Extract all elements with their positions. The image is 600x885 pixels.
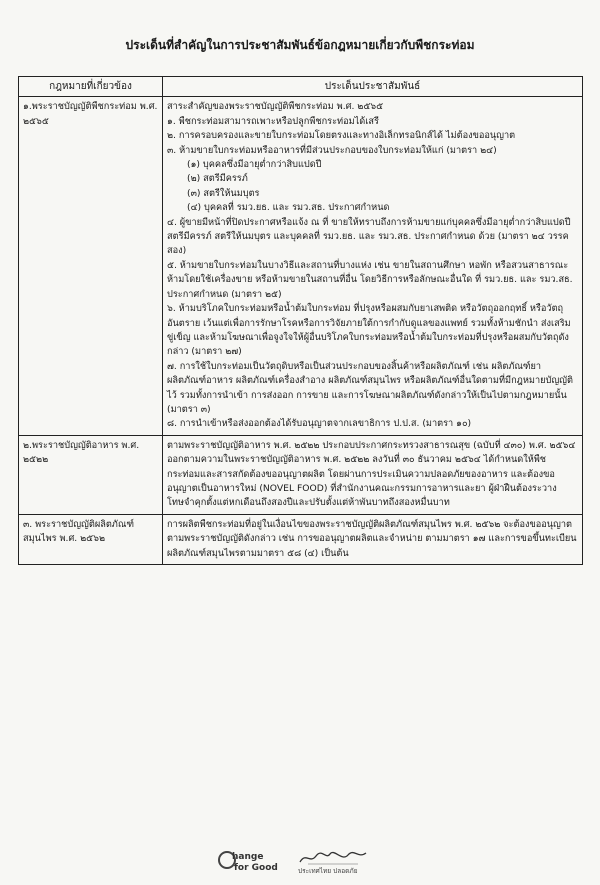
column-header-topics: ประเด็นประชาสัมพันธ์ — [163, 77, 583, 97]
law-cell — [19, 514, 163, 564]
table-row — [19, 435, 583, 514]
topic-paragraph: (๒) สตรีมีครรภ์ — [187, 173, 248, 185]
topic-paragraph: ๒. การครอบครองและขายใบกระท่อมโดยตรงและทางอิเล็กทรอนิกส์ได้ ไม่ต้องขออนุญาต — [167, 130, 516, 142]
change-for-good-logo — [218, 848, 288, 876]
topic-paragraph: ๗. การใช้ใบกระท่อมเป็นวัตถุดิบหรือเป็นส่วนประกอบของสิ้นค้าหรือผลิตภัณฑ์ เช่น ผลิตภัณฑ์ยา ผลิตภัณฑ์อาหาร ผลิตภัณฑ์เครื่องสำอาง ผลิตภัณฑ์สมุนไพร หรือผลิตภัณฑ์อื่นใดตามที่มีกฎหมายบัญญัติไว้ รวมทั้งการนำเข้า การส่งออก การขาย และการโฆษณาผลิตภัณฑ์ดังกล่าวให้เป็นไปตามกฎหมายนั้น (มาตรา ๓) — [167, 360, 573, 415]
emblem-logo — [298, 850, 380, 876]
topic-paragraph: ตามพระราชบัญญัติอาหาร พ.ศ. ๒๕๒๒ ประกอบประกาศกระทรวงสาธารณสุข (ฉบับที่ ๔๓๐) พ.ศ. ๒๕๖๔ ออกตามความในพระราชบัญญัติอาหาร พ.ศ. ๒๕๒๒ ลงวันที่ ๓๐ ธันวาคม ๒๕๖๔ ได้กำหนดให้พืชกระท่อมและสารสกัดต้องขออนุญาตผลิต โดยผ่านการประเมินความปลอดภัยของอาหาร และต้องขออนุญาตเป็นอาหารใหม่ (NOVEL FOOD) ที่สำนักงานคณะกรรมการอาหารและยา ผู้ฝ่าฝืนต้องระวางโทษจำคุกตั้งแต่หกเดือนถึงสองปีและปรับตั้งแต่ห้าพันบาทถึงสองหมื่นบาท — [167, 439, 576, 509]
table-header-row — [19, 77, 583, 97]
law-name: ๓. พระราชบัญญัติผลิตภัณฑ์สมุนไพร พ.ศ. ๒๕๖๒ — [23, 518, 135, 545]
emblem-signature-icon — [298, 850, 368, 866]
logo-text-line1: hange — [232, 852, 264, 862]
topic-paragraph: ๘. การนำเข้าหรือส่งออกต้องได้รับอนุญาตจากเลขาธิการ ป.ป.ส. (มาตรา ๑๐) — [167, 418, 472, 430]
topic-cell — [163, 435, 583, 514]
footer — [0, 848, 600, 878]
topic-paragraph: (๔) บุคคลที่ รมว.ยธ. และ รมว.สธ. ประกาศกำหนด — [187, 202, 390, 214]
topic-paragraph: ๕. ห้ามขายใบกระท่อมในบางวิธีและสถานที่บางแห่ง เช่น ขายในสถานศึกษา หอพัก หรือสวนสาธารณะ ห้ามโดยใช้เครื่องขาย หรือห้ามขายในสถานที่อื่น โดยวิธีการหรือลักษณะอื่นใด ที่ รมว.ยธ. และ รมว.สธ. ประกาศกำหนด (มาตรา ๒๕) — [167, 259, 573, 300]
topic-cell — [163, 97, 583, 435]
law-name: ๒.พระราชบัญญัติอาหาร พ.ศ. ๒๕๒๒ — [23, 439, 140, 466]
topic-paragraph: ๖. ห้ามบริโภคใบกระท่อมหรือน้ำต้มใบกระท่อม ที่ปรุงหรือผสมกับยาเสพติด หรือวัตถุออกฤทธิ์ หรือวัตถุอันตราย เว้นแต่เพื่อการรักษาโรคหรือการวิจัยภายใต้การกำกับดูแลของแพทย์ รวมทั้งห้ามชักนำ ส่งเสริม ขู่เข็ญ และห้ามโฆษณาเพื่อจูงใจให้ผู้อื่นบริโภคใบกระท่อมหรือน้ำต้มใบกระท่อมที่ปรุงหรือผสมกับวัตถุดังกล่าว (มาตรา ๒๗) — [167, 303, 571, 358]
law-cell — [19, 97, 163, 435]
page-title: ประเด็นที่สำคัญในการประชาสัมพันธ์ข้อกฎหมายเกี่ยวกับพืชกระท่อม — [125, 38, 475, 52]
topic-paragraph: ๑. พืชกระท่อมสามารถเพาะหรือปลูกพืชกระท่อมได้เสรี — [167, 115, 379, 127]
table-row — [19, 97, 583, 435]
topic-paragraph: (๓) สตรีให้นมบุตร — [187, 187, 260, 199]
column-header-law: กฎหมายที่เกี่ยวข้อง — [19, 77, 163, 97]
emblem-caption: ประเทศไทย ปลอดภัย — [298, 867, 358, 875]
logo-text-line2: for Good — [234, 863, 278, 873]
topic-paragraph: การผลิตพืชกระท่อมที่อยู่ในเงื่อนไขของพระราชบัญญัติผลิตภัณฑ์สมุนไพร พ.ศ. ๒๕๖๒ จะต้องขออนุญาตตามพระราชบัญญัติดังกล่าว เช่น การขออนุญาตผลิตและจำหน่าย ตามมาตรา ๑๗ และการขอขึ้นทะเบียนผลิตภัณฑ์สมุนไพรตามมาตรา ๕๘ (๔) เป็นต้น — [167, 518, 577, 559]
topic-paragraph: สาระสำคัญของพระราชบัญญัติพืชกระท่อม พ.ศ. ๒๕๖๕ — [167, 101, 384, 113]
law-name: ๑.พระราชบัญญัติพืชกระท่อม พ.ศ. ๒๕๖๕ — [23, 101, 158, 127]
topic-paragraph: (๑) บุคคลซึ่งมีอายุต่ำกว่าสิบแปดปี — [187, 159, 322, 171]
table-row — [19, 514, 583, 564]
topic-paragraph: ๓. ห้ามขายใบกระท่อมหรืออาหารที่มีส่วนประกอบของใบกระท่อมให้แก่ (มาตรา ๒๔) — [167, 144, 497, 156]
topic-paragraph: ๔. ผู้ขายมีหน้าที่ปิดประกาศหรือแจ้ง ณ ที่ ขายให้ทราบถึงการห้ามขายแก่บุคคลซึ่งมีอายุต่ำกว่าสิบแปดปี สตรีมีครรภ์ สตรีให้นมบุตร และบุคคลที่ รมว.ยธ. และ รมว.สธ. ประกาศกำหนด ด้วย (มาตรา ๒๔ วรรคสอง) — [167, 216, 571, 257]
law-table — [18, 76, 583, 565]
law-cell — [19, 435, 163, 514]
topic-cell — [163, 514, 583, 564]
